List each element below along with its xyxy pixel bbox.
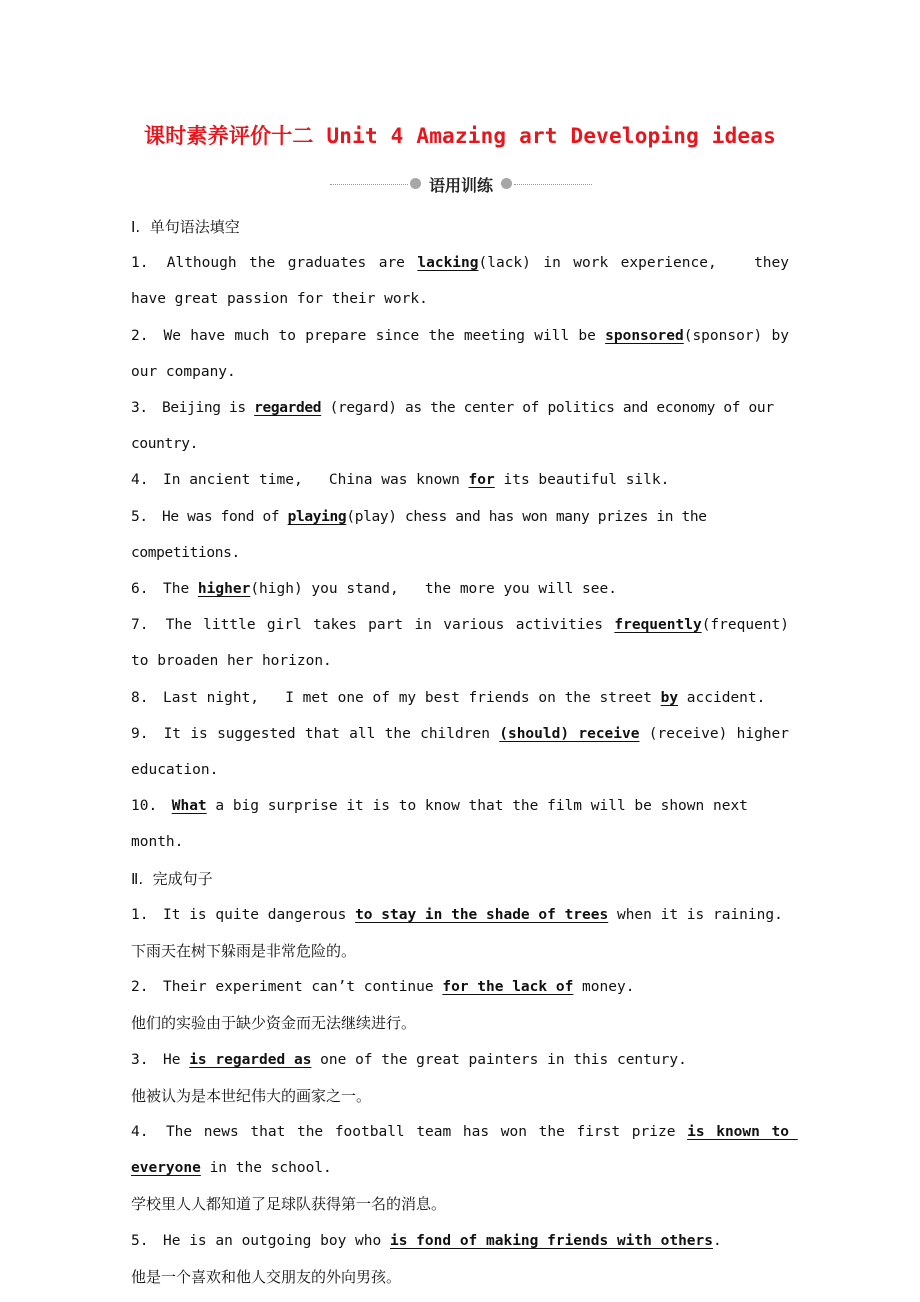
answer-blank: lacking	[417, 255, 479, 272]
item-number: 9.	[131, 725, 149, 742]
item-text-after: (play) chess and has won many prizes in the competitions.	[131, 508, 716, 561]
grammar-item	[131, 788, 789, 860]
item-text-after: a big surprise it is to know that the film will be shown next month.	[131, 798, 757, 851]
item-text-before: It is quite dangerous	[163, 906, 356, 923]
item-text-after: money.	[573, 979, 635, 996]
item-number: 4.	[131, 472, 149, 489]
grammar-item	[131, 318, 798, 390]
item-text-after: its beautiful silk.	[494, 472, 670, 489]
item-text-after: one of the great painters in this century.	[311, 1051, 687, 1068]
item-text-after: (high) you stand, the more you will see.	[250, 581, 617, 598]
item-number: 2.	[131, 327, 149, 344]
item-number: 1.	[131, 906, 149, 923]
sentence-item	[131, 897, 789, 933]
item-text-after: .	[713, 1232, 722, 1249]
item-text-before: Although the graduates are	[166, 255, 418, 272]
sentence-item	[131, 969, 789, 1005]
answer-blank: for the lack of	[442, 979, 574, 996]
item-text-before: Beijing is	[161, 400, 255, 417]
answer-blank: frequently	[614, 617, 702, 634]
banner-right-dot-icon	[501, 178, 512, 189]
item-text-after: (receive) higher education.	[131, 725, 798, 779]
chinese-translation: 他被认为是本世纪伟大的画家之一。	[131, 1086, 372, 1105]
chinese-translation: 他们的实验由于缺少资金而无法继续进行。	[131, 1014, 417, 1033]
item-text-after: accident.	[678, 689, 766, 706]
grammar-item	[131, 716, 798, 788]
grammar-item	[131, 680, 789, 716]
item-text-before: In ancient time, China was known	[163, 472, 469, 489]
item-text-after: when it is raining.	[608, 906, 783, 923]
answer-blank: for	[468, 472, 495, 489]
chinese-translation: 下雨天在树下躲雨是非常危险的。	[131, 942, 357, 961]
answer-blank: regarded	[254, 400, 322, 417]
item-text-before: He is an outgoing boy who	[163, 1232, 390, 1249]
item-number: 3.	[131, 400, 148, 417]
grammar-item	[131, 499, 789, 571]
item-number: 7.	[131, 617, 149, 634]
item-text-before: The news that the football team has won the first prize	[165, 1124, 688, 1141]
answer-blank: playing	[287, 508, 347, 525]
item-text-before: Last night, I met one of my best friends on the street	[163, 689, 661, 706]
item-text-after: (lack) in work experience, they have great passion for their work.	[131, 255, 798, 308]
banner-label: 语用训练	[428, 176, 493, 195]
item-text-after: (regard) as the center of politics and economy of our country.	[131, 400, 783, 453]
answer-blank: is regarded as	[189, 1051, 312, 1068]
item-text-before: The	[163, 581, 198, 598]
item-number: 1.	[131, 255, 149, 272]
item-text-before: It is suggested that all the children	[163, 725, 500, 742]
item-number: 3.	[131, 1051, 149, 1068]
item-text-before: The little girl takes part in various activities	[165, 617, 615, 634]
sentence-item	[131, 1114, 798, 1186]
answer-blank: is fond of making friends with others	[389, 1232, 713, 1249]
grammar-item	[131, 607, 798, 679]
item-number: 5.	[131, 1232, 149, 1249]
answer-blank: is known to everyone	[131, 1124, 798, 1177]
answer-blank: sponsored	[605, 327, 684, 344]
item-number: 2.	[131, 979, 149, 996]
sentence-item	[131, 1223, 789, 1259]
banner-right-line	[514, 184, 592, 185]
exercise-content	[131, 209, 798, 1295]
chinese-translation: 他是一个喜欢和他人交朋友的外向男孩。	[131, 1267, 402, 1286]
grammar-item	[131, 571, 789, 607]
section-heading-grammar: Ⅰ. 单句语法填空	[131, 218, 240, 236]
item-number: 10.	[131, 798, 158, 815]
item-text-before: He was fond of	[161, 508, 288, 525]
answer-blank: (should) receive	[499, 725, 640, 742]
item-text-after: (sponsor) by our company.	[131, 327, 798, 380]
section-heading-sentences: Ⅱ. 完成句子	[131, 869, 213, 888]
item-text-before: Their experiment can’t continue	[163, 979, 443, 996]
item-number: 6.	[131, 581, 149, 598]
item-number: 8.	[131, 689, 149, 706]
answer-blank: by	[660, 689, 679, 706]
item-number: 5.	[131, 508, 148, 525]
item-number: 4.	[131, 1124, 149, 1141]
grammar-item	[131, 462, 789, 498]
chinese-translation: 学校里人人都知道了足球队获得第一名的消息。	[131, 1195, 447, 1214]
grammar-item	[131, 390, 789, 462]
sentence-item	[131, 1042, 789, 1078]
item-text-before: He	[163, 1051, 190, 1068]
answer-blank: What	[171, 798, 207, 815]
item-text-before: We have much to prepare since the meeting will be	[163, 327, 606, 344]
item-text-after: (frequent) to broaden her horizon.	[131, 617, 798, 670]
page-title: 课时素养评价十二 Unit 4 Amazing art Developing ideas	[144, 124, 776, 148]
item-text-after: in the school.	[200, 1160, 332, 1177]
answer-blank: higher	[197, 581, 251, 598]
grammar-item	[131, 245, 798, 317]
section-banner	[330, 170, 592, 200]
answer-blank: to stay in the shade of trees	[355, 906, 609, 923]
